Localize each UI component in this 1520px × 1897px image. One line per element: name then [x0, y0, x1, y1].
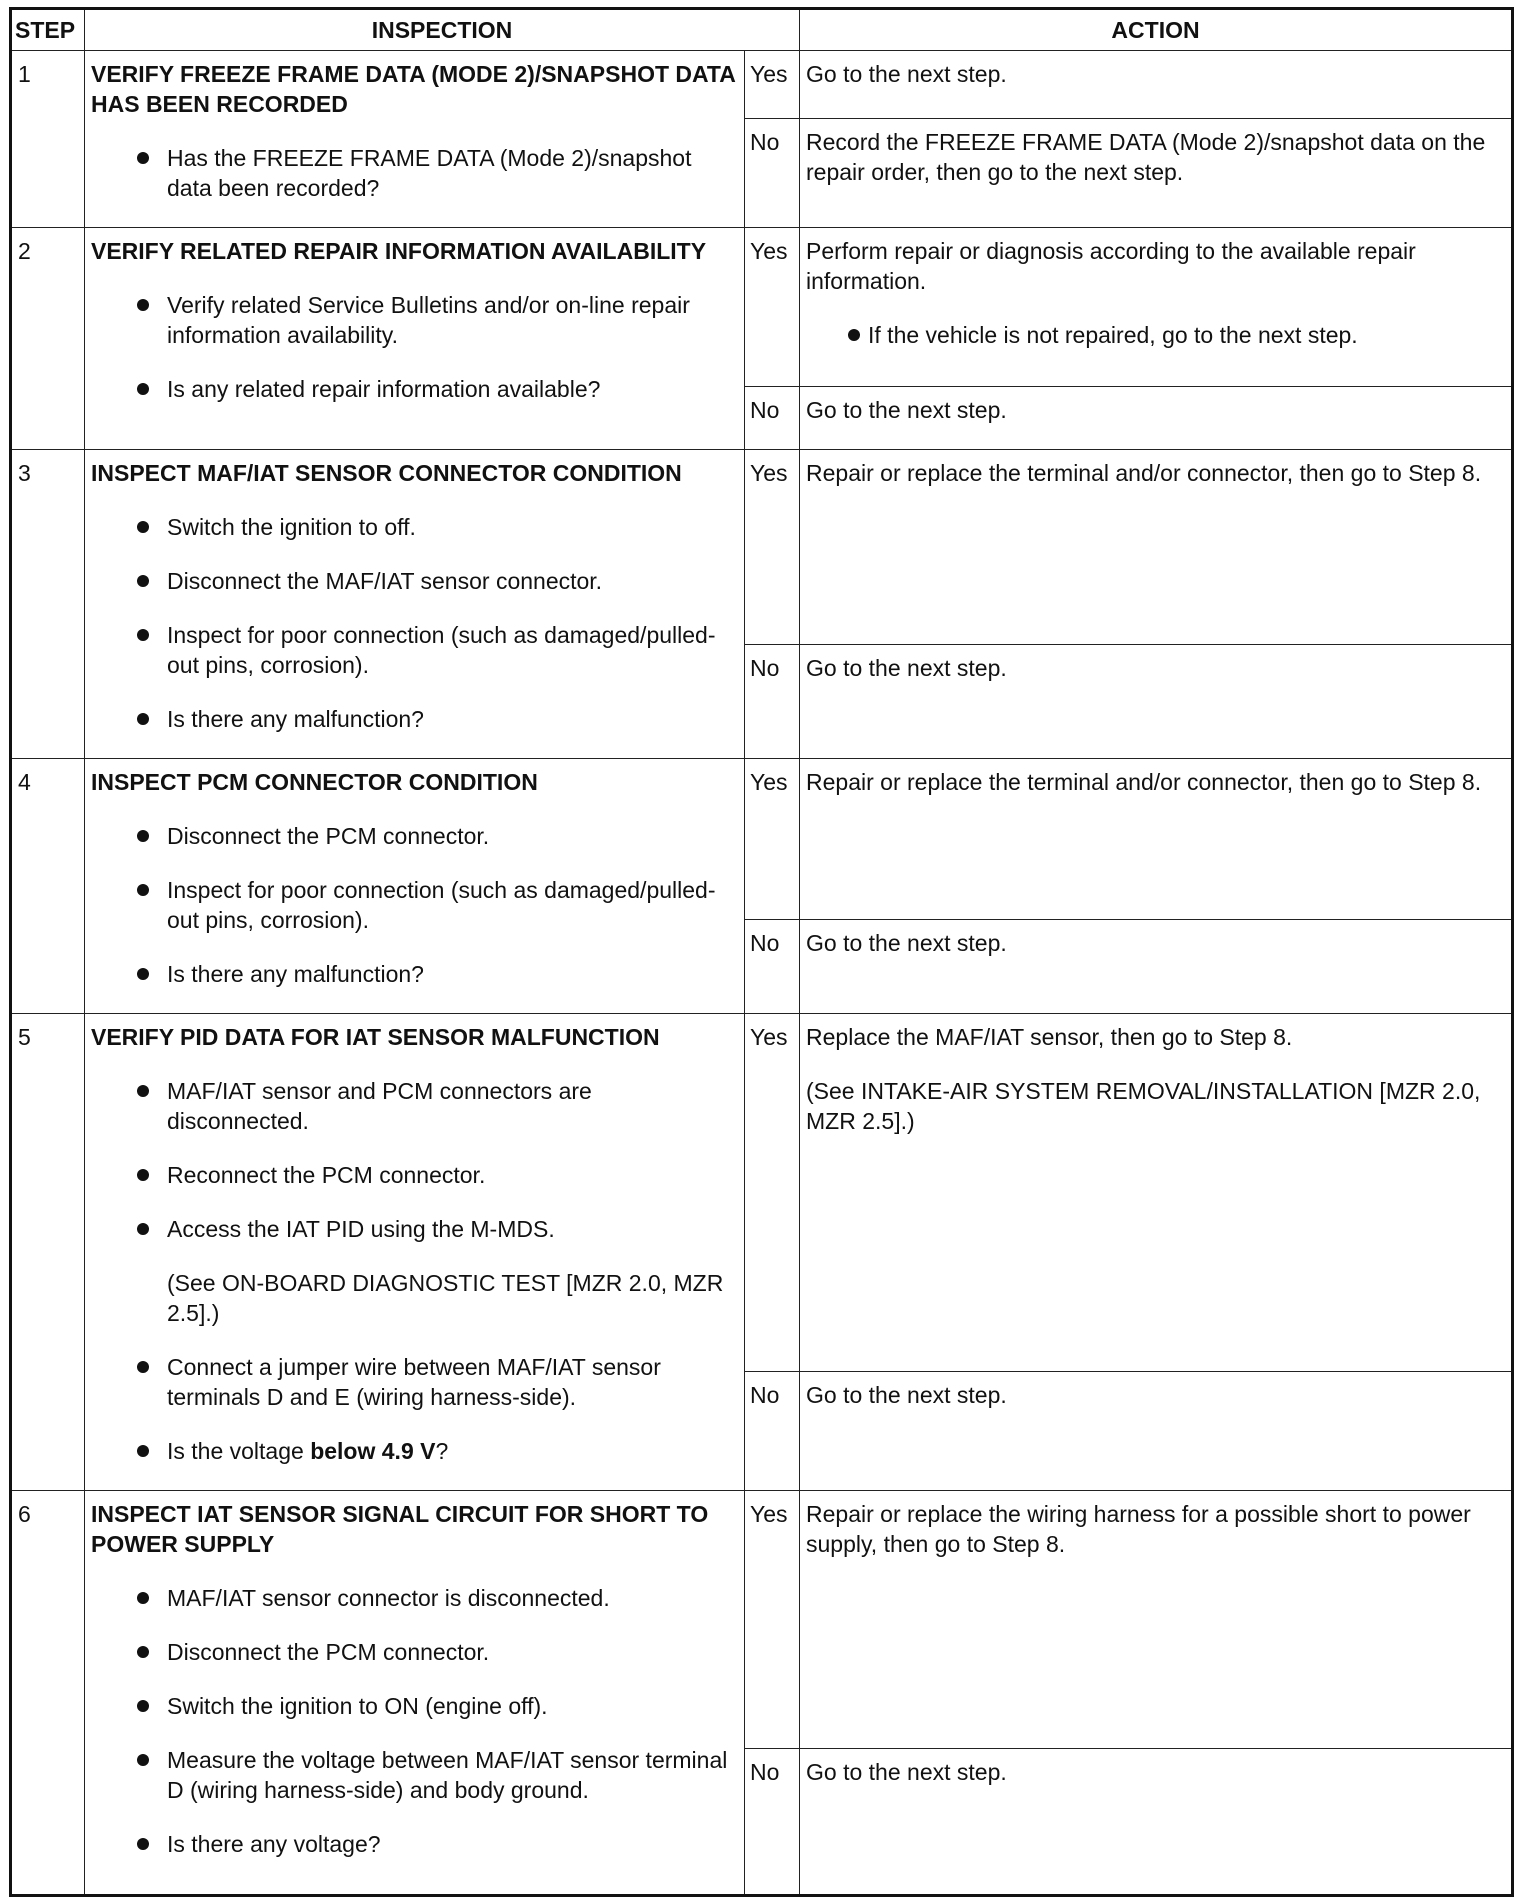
text: Go to the next step.	[806, 1759, 1007, 1785]
table-header-row	[11, 9, 1513, 51]
header-step: STEP	[11, 9, 85, 51]
bold-text: below 4.9 V	[310, 1438, 436, 1464]
text: Replace the MAF/IAT sensor, then go to Step 8.	[806, 1024, 1293, 1050]
yes-action	[800, 228, 1513, 387]
text: Is any related repair information available?	[167, 376, 601, 402]
paragraph	[806, 928, 1505, 958]
text: Go to the next step.	[806, 61, 1007, 87]
bullet-icon	[137, 1445, 149, 1457]
paragraph	[806, 1022, 1505, 1052]
text: Switch the ignition to off.	[167, 514, 416, 540]
text: Switch the ignition to ON (engine off).	[167, 1693, 548, 1719]
bullet-icon	[137, 1838, 149, 1850]
no-action	[800, 1749, 1513, 1896]
no-action	[800, 645, 1513, 759]
text: ?	[435, 1438, 449, 1464]
bullet-item	[91, 290, 738, 350]
yes-label: Yes	[745, 228, 800, 387]
no-label: No	[745, 387, 800, 450]
no-action	[800, 920, 1513, 1014]
step-number: 3	[11, 450, 85, 759]
paragraph	[806, 59, 1505, 89]
text: Is the voltage	[167, 1438, 311, 1464]
paragraph	[806, 1499, 1505, 1559]
bullet-item	[91, 374, 738, 404]
bullet-icon	[137, 1592, 149, 1604]
yes-action	[800, 450, 1513, 645]
yes-label: Yes	[745, 1491, 800, 1749]
inspection-title: VERIFY FREEZE FRAME DATA (MODE 2)/SNAPSHOT DATA HAS BEEN RECORDED	[91, 61, 736, 117]
step-number: 4	[11, 759, 85, 1014]
paragraph	[806, 395, 1505, 425]
inspection-cell	[85, 759, 745, 1014]
step-row-yes	[11, 1014, 1513, 1372]
text: Access the IAT PID using the M-MDS.	[167, 1216, 555, 1242]
paragraph	[806, 653, 1505, 683]
text: Disconnect the MAF/IAT sensor connector.	[167, 568, 603, 594]
text: (See INTAKE-AIR SYSTEM REMOVAL/INSTALLATION [MZR 2.0, MZR 2.5].)	[806, 1078, 1481, 1134]
no-action	[800, 387, 1513, 450]
bullet-item	[91, 875, 738, 935]
inspection-cell	[85, 450, 745, 759]
step-row-yes	[11, 228, 1513, 387]
step-number: 5	[11, 1014, 85, 1491]
no-label: No	[745, 1749, 800, 1896]
text: Repair or replace the terminal and/or connector, then go to Step 8.	[806, 769, 1482, 795]
text: Go to the next step.	[806, 1381, 1007, 1408]
bullet-item	[91, 1214, 738, 1244]
text: Repair or replace the wiring harness for a possible short to power supply, then go to Step 8.	[806, 1501, 1471, 1557]
text: Go to the next step.	[806, 930, 1007, 957]
yes-label: Yes	[745, 759, 800, 920]
bullet-icon	[137, 629, 149, 641]
text: Has the FREEZE FRAME DATA (Mode 2)/snapshot data been recorded?	[167, 145, 692, 201]
inspection-title: VERIFY PID DATA FOR IAT SENSOR MALFUNCTION	[91, 1024, 660, 1050]
bullet-item	[91, 704, 738, 734]
paragraph	[806, 458, 1505, 488]
text: Record the FREEZE FRAME DATA (Mode 2)/snapshot data on the repair order, then go to the next step.	[806, 129, 1486, 186]
text: Is there any voltage?	[167, 1831, 381, 1857]
bullet-icon	[137, 1646, 149, 1658]
bullet-icon	[137, 1754, 149, 1766]
step-row-yes	[11, 450, 1513, 645]
inspection-cell	[85, 1491, 745, 1896]
bullet-icon	[137, 1361, 149, 1373]
text: Go to the next step.	[806, 655, 1007, 682]
header-action: ACTION	[800, 9, 1513, 51]
table-body	[11, 51, 1513, 1896]
step-row-yes	[11, 759, 1513, 920]
text: If the vehicle is not repaired, go to the next step.	[868, 322, 1358, 348]
bullet-item	[91, 1352, 738, 1412]
bullet-item	[91, 512, 738, 542]
inspection-cell	[85, 1014, 745, 1491]
bullet-item	[91, 143, 738, 203]
text: Inspect for poor connection (such as damaged/pulled-out pins, corrosion).	[167, 622, 716, 678]
bullet-icon	[137, 299, 149, 311]
text: Go to the next step.	[806, 397, 1007, 423]
bullet-icon	[137, 1169, 149, 1181]
no-label: No	[745, 119, 800, 228]
bullet-item	[91, 566, 738, 596]
yes-label: Yes	[745, 51, 800, 119]
no-label: No	[745, 1371, 800, 1490]
text: Is there any malfunction?	[167, 961, 424, 987]
paragraph	[806, 127, 1505, 187]
step-row-yes	[11, 1491, 1513, 1749]
bullet-item	[91, 1829, 738, 1859]
bullet-icon	[137, 1700, 149, 1712]
text: MAF/IAT sensor and PCM connectors are disconnected.	[167, 1078, 592, 1134]
yes-action	[800, 759, 1513, 920]
paragraph	[806, 1076, 1505, 1136]
inspection-title: INSPECT MAF/IAT SENSOR CONNECTOR CONDITION	[91, 460, 682, 486]
header-inspection: INSPECTION	[85, 9, 800, 51]
bullet-item	[91, 1691, 738, 1721]
inspection-cell	[85, 228, 745, 450]
bullet-item	[91, 1637, 738, 1667]
no-action	[800, 119, 1513, 228]
no-action	[800, 1371, 1513, 1490]
yes-label: Yes	[745, 450, 800, 645]
text: Repair or replace the terminal and/or connector, then go to Step 8.	[806, 460, 1482, 486]
bullet-icon	[137, 575, 149, 587]
bullet-icon	[137, 1085, 149, 1097]
paragraph	[806, 1380, 1505, 1410]
text: Measure the voltage between MAF/IAT sensor terminal D (wiring harness-side) and body ground.	[167, 1747, 728, 1803]
bullet-icon	[137, 713, 149, 725]
inspection-title: INSPECT PCM CONNECTOR CONDITION	[91, 769, 538, 795]
bullet-item	[91, 1745, 738, 1805]
yes-label: Yes	[745, 1014, 800, 1372]
bullet-item	[91, 959, 738, 989]
bullet-icon	[137, 884, 149, 896]
step-number: 6	[11, 1491, 85, 1896]
paragraph	[91, 1268, 738, 1328]
text: Verify related Service Bulletins and/or on-line repair information availability.	[167, 292, 690, 348]
bullet-item	[91, 1076, 738, 1136]
bullet-item	[91, 1160, 738, 1190]
text: MAF/IAT sensor connector is disconnected.	[167, 1585, 610, 1611]
text: Disconnect the PCM connector.	[167, 823, 490, 849]
bullet-icon	[137, 968, 149, 980]
yes-action	[800, 1491, 1513, 1749]
no-label: No	[745, 920, 800, 1014]
bullet-icon	[137, 830, 149, 842]
bullet-icon	[137, 383, 149, 395]
step-number: 2	[11, 228, 85, 450]
bullet-item	[91, 821, 738, 851]
no-label: No	[745, 645, 800, 759]
bullet-icon	[137, 1223, 149, 1235]
yes-action	[800, 1014, 1513, 1372]
bullet-item	[91, 1436, 738, 1466]
bullet-item	[91, 1583, 738, 1613]
step-row-yes	[11, 51, 1513, 119]
text: (See ON-BOARD DIAGNOSTIC TEST [MZR 2.0, MZR 2.5].)	[167, 1270, 724, 1326]
text: Connect a jumper wire between MAF/IAT sensor terminals D and E (wiring harness-side).	[167, 1354, 661, 1410]
inspection-cell	[85, 51, 745, 228]
bullet-item	[91, 620, 738, 680]
inspection-title: INSPECT IAT SENSOR SIGNAL CIRCUIT FOR SHORT TO POWER SUPPLY	[91, 1501, 709, 1557]
paragraph	[806, 236, 1505, 296]
text: Reconnect the PCM connector.	[167, 1162, 486, 1188]
text: Is there any malfunction?	[167, 706, 424, 732]
paragraph	[806, 767, 1505, 797]
bullet-item	[806, 320, 1505, 350]
bullet-icon	[848, 329, 860, 341]
yes-action	[800, 51, 1513, 119]
diagnostic-procedure-table	[9, 7, 1514, 1897]
bullet-icon	[137, 521, 149, 533]
bullet-icon	[137, 152, 149, 164]
paragraph	[806, 1757, 1505, 1787]
inspection-title: VERIFY RELATED REPAIR INFORMATION AVAILABILITY	[91, 238, 707, 264]
step-number: 1	[11, 51, 85, 228]
text: Disconnect the PCM connector.	[167, 1639, 490, 1665]
text: Perform repair or diagnosis according to the available repair information.	[806, 238, 1416, 294]
text: Inspect for poor connection (such as damaged/pulled-out pins, corrosion).	[167, 877, 716, 933]
